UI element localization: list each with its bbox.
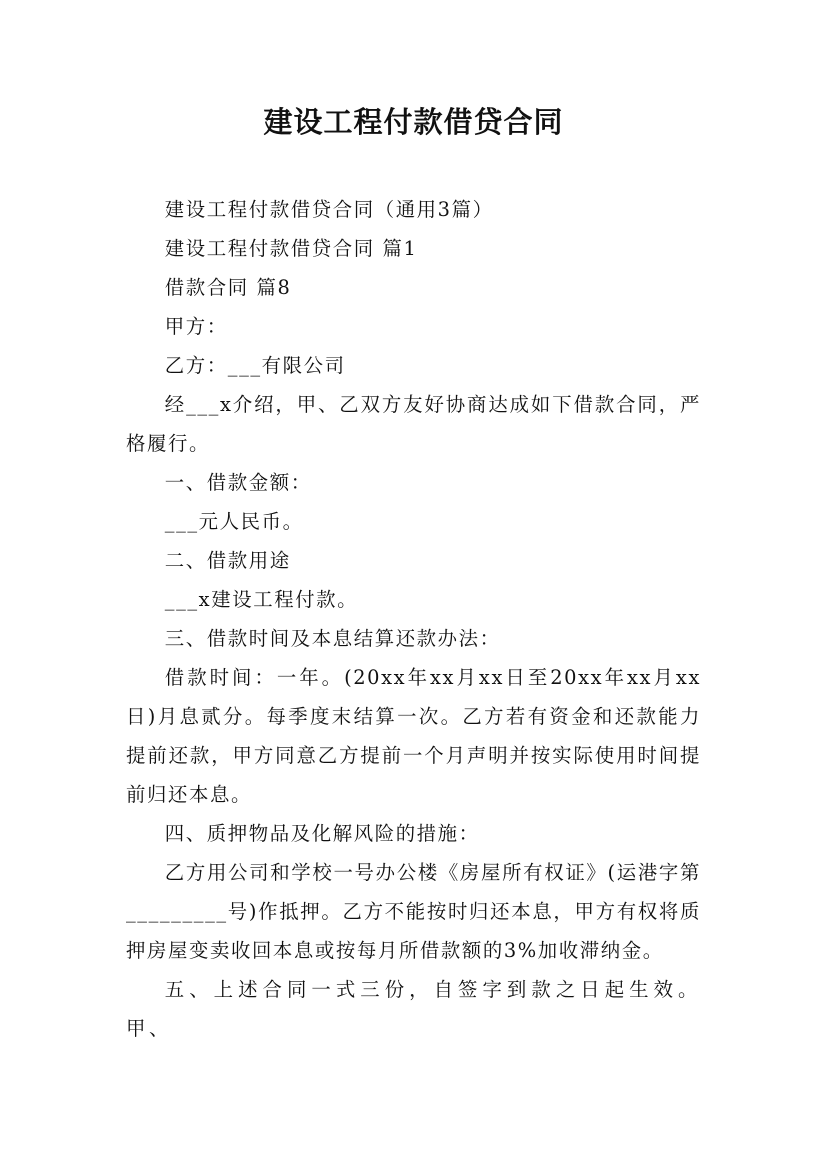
paragraph-clause-4-body: 乙方用公司和学校一号办公楼《房屋所有权证》(运港字第_________号)作抵押。乙方不能按时归还本息，甲方有权将质押房屋变卖收回本息或按每月所借款额的3%加收滞纳金。 — [126, 861, 701, 962]
paragraph-party-b: 乙方：___有限公司 — [164, 354, 346, 377]
paragraph-clause-1-body: ___元人民币。 — [164, 510, 304, 533]
paragraph-clause-2-body: ___x建设工程付款。 — [164, 588, 359, 611]
paragraph-clause-1-heading: 一、借款金额： — [164, 471, 312, 494]
paragraph-clause-4-heading: 四、质押物品及化解风险的措施： — [164, 822, 480, 845]
document-title: 建设工程付款借贷合同 — [263, 105, 564, 139]
paragraph-contract-heading: 借款合同 篇8 — [164, 276, 292, 299]
paragraph-section-heading: 建设工程付款借贷合同 篇1 — [164, 237, 418, 260]
paragraph-clause-2-heading: 二、借款用途 — [164, 549, 291, 572]
paragraph-introduction: 经___x介绍，甲、乙双方友好协商达成如下借款合同，严格履行。 — [126, 393, 701, 455]
paragraph-clause-5: 五、上述合同一式三份，自签字到款之日起生效。甲、 — [126, 978, 701, 1040]
paragraph-party-a: 甲方： — [164, 315, 228, 338]
paragraph-clause-3-heading: 三、借款时间及本息结算还款办法： — [164, 627, 501, 650]
paragraph-subtitle: 建设工程付款借贷合同（通用3篇） — [164, 198, 494, 221]
paragraph-clause-3-body: 借款时间：一年。(20xx年xx月xx日至20xx年xx月xx日)月息贰分。每季度末结算一次。乙方若有资金和还款能力提前还款，甲方同意乙方提前一个月声明并按实际使用时间提前归还本息。 — [126, 666, 701, 806]
document-body — [126, 190, 701, 1048]
